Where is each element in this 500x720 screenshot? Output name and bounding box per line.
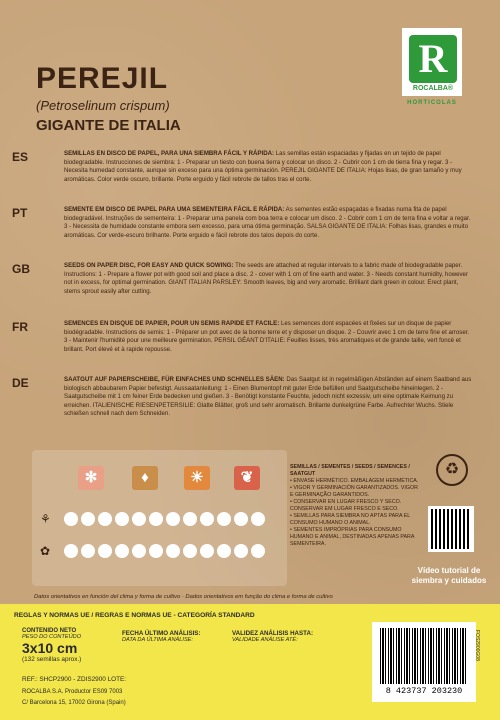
month-dot [183, 512, 197, 526]
month-dot [149, 544, 163, 558]
lang-block-de [12, 376, 474, 419]
seeds-info-line: • ENVASE HERMÉTICO. EMBALAGEM HERMÉTICA. [290, 478, 419, 484]
lang-heading: SEMILLAS EN DISCO DE PAPEL, PARA UNA SIEMBRA FÁCIL Y RÁPIDA: [64, 150, 275, 157]
variety-name: GIGANTE DE ITALIA [36, 117, 181, 134]
recycle-icon: ♻ [436, 454, 468, 486]
month-dot [251, 544, 265, 558]
qr-code[interactable] [428, 506, 474, 552]
address-line: C/ Barcelona 15, 17002 Girona (Spain) [22, 700, 126, 706]
month-dot [166, 544, 180, 558]
video-tutorial-label: Vídeo tutorial de siembra y cuidados [411, 566, 487, 585]
lang-block-pt [12, 206, 474, 240]
month-dot [132, 512, 146, 526]
seeds-info-line: • VIGOR Y GERMINACIÓN GARANTIZADOS. VIGOR E GERMINAÇÃO GARANTIDOS. [290, 485, 418, 498]
analysis-label-pt: DATA DA ÚLTIMA ANÁLISE: [122, 637, 193, 643]
month-dot [200, 544, 214, 558]
lang-code: PT [12, 206, 28, 220]
month-dot [98, 544, 112, 558]
lang-block-es [12, 150, 474, 184]
sowing-icon: ⚘ [40, 512, 51, 526]
seeds-info [290, 464, 420, 548]
side-code: FOS2900G08 [474, 630, 480, 661]
month-dot [234, 512, 248, 526]
lang-body: Das Saatgut ist in regelmäßigen Abständen auf einem Saatband aus biologisch abbaubarem Papier befestigt. Aussaatanleitung: 1 - Einen Blumentopf mit guter Erde befüllen und Saatgutscheibe hineinlegen. 2 - Saatgutscheibe mit 1 cm feiner Erde bedecken und gießen. 3 - Benötigt konstante Feuchte, jedoch nicht exzessiv, um eine optimale Keimung zu erreichen. ITALIENISCHE RIESENPETERSILIE: Glatte Blätter, groß und sehr aromatisch. Brillante dunkelgrüne Farbe. Aufrechter Wuchs. Stiele schießen schnell nach dem Schneiden. [64, 376, 472, 418]
validity-label: VALIDEZ ANÁLISIS HASTA: [232, 630, 314, 637]
lang-heading: SEMENTE EM DISCO DE PAPEL PARA UMA SEMENTEIRA FÁCIL E RÁPIDA: [64, 206, 285, 213]
month-dot [81, 512, 95, 526]
lang-heading: SAATGUT AUF PAPIERSCHEIBE, FÜR EINFACHES UND SCHNELLES SÄEN: [64, 376, 285, 383]
lang-body: The seeds are attached at regular intervals to a fabric made of biodegradable paper. Instructions: 1 - Prepare a flower pot with good soil and place a disc. 2 - cover with 1 cm of fine earth and water. 3 - Needs constant humidity, however not in excess, for optimal germination. GIANT ITALIAN PARSLEY: Smooth leaves, big and very aromatic. Brilliant dark green in colour. Erect plant, stems sprout easily after cutting. [64, 262, 468, 295]
latin-name: (Petroselinum crispum) [36, 98, 170, 113]
leaf-icon: ❦ [234, 466, 260, 490]
month-dot [251, 512, 265, 526]
barcode-number: 8 423737 203230 [385, 686, 463, 696]
drop-icon: ♦ [132, 466, 158, 490]
producer-line: ROCALBA S.A. Productor ES09 7003 [22, 689, 123, 695]
regulatory-header: REGLAS Y NORMAS UE / REGRAS E NORMAS UE - CATEGORÍA STANDARD [14, 612, 255, 619]
harvest-icon: ✿ [40, 544, 51, 558]
seeds-info-header: SEMILLAS / SEMENTES / SEEDS / SEMENCES / SAATGUT [290, 464, 410, 477]
brand-name: ROCALBA® [412, 85, 454, 92]
barcode [372, 622, 476, 702]
harvest-months-row [64, 542, 276, 560]
seeds-info-line: • CONSERVAR EN LUGAR FRESCO Y SECO. CONSERVAR EM LUGAR FRESCO E SECO. [290, 499, 402, 512]
seeds-info-line: • SEMENTES IMPRÓPRIAS PARA CONSUMO HUMANO E ANIMAL, DESTINADAS APENAS PARA SEMENTEIRA. [290, 527, 415, 547]
content-label: CONTENIDO NETO [22, 628, 77, 634]
content-block [22, 628, 81, 663]
month-dot [115, 512, 129, 526]
product-title: PEREJIL [36, 62, 169, 95]
sowing-months-row [64, 510, 276, 528]
validity-block [232, 630, 313, 643]
lang-heading: SEMENCES EN DISQUE DE PAPIER, POUR UN SEMIS RAPIDE ET FACILE: [64, 320, 280, 327]
lang-code: GB [12, 262, 30, 276]
month-dot [132, 544, 146, 558]
barcode-bars [380, 628, 468, 684]
logo-letter: R [409, 35, 457, 83]
month-dot [115, 544, 129, 558]
lang-block-gb [12, 262, 474, 296]
month-dot [64, 512, 78, 526]
lang-code: ES [12, 150, 29, 164]
footer-note: Datos orientativos en función del clima y forma de cultivo · Dados orientativos em função do clima e forma de cultivo [34, 594, 333, 600]
snowflake-icon: ✻ [78, 466, 104, 490]
content-value: 3x10 cm [22, 640, 78, 656]
analysis-label: FECHA ÚLTIMO ANÁLISIS: [122, 630, 201, 637]
validity-label-pt: VALIDADE ANÁLISE ATÉ: [232, 637, 298, 643]
lang-body: As sementes estão espaçadas e fixadas numa fita de papel biodegradável. Instruções de sementeira: 1 - Preparar uma panela com boa terra e colocar um disco. 2 - Cobrir com 1 cm de terra fina e voltar a regar. 3 - Necessita de humidade constante embora sem excesso, para uma ótima germinação. SALSA GIGANTE DE ITALIA: Folhas lisas, grandes e muito aromáticas. Cor verde-escuro brilhante. Porte erguido e fácil rebrote dos talos depois do corte. [64, 206, 471, 239]
month-dot [149, 512, 163, 526]
month-dot [81, 544, 95, 558]
lang-body: Las semillas están espaciadas y fijadas en un tejido de papel biodegradable. Instrucciones de siembra: 1 - Preparar un tiesto con buena tierra y colocar un disco. 2 - Cubrir con 1 cm de tierra fina y regar. 3 - Necesita humedad constante, aunque sin exceso para una óptima germinación. PEREJIL GIGANTE DE ITALIA: Hojas lisas, de gran tamaño y muy aromáticas. Color verde oscuro, brillante. Porte erguido y fácil rebrote de tallos tras el corte. [64, 150, 462, 183]
lang-code: FR [12, 320, 28, 334]
content-label-pt: PESO DO CONTEÚDO [22, 634, 82, 640]
month-dot [98, 512, 112, 526]
month-dot [217, 512, 231, 526]
lang-block-fr [12, 320, 474, 354]
brand-subtitle: HORTICOLAS [407, 100, 457, 106]
brand-logo [402, 28, 462, 96]
ref-line: REF.: SHCP2900 - ZDIS2900 LOTE: [22, 676, 127, 683]
sun-icon: ☀ [184, 466, 210, 490]
analysis-block [122, 630, 200, 643]
seeds-approx: (132 semillas aprox.) [22, 656, 82, 663]
month-dot [200, 512, 214, 526]
lang-body: Les semences dont espacées et fixées sur un disque de papier biodégradable. Instructions de semis: 1 - Préparer un pot avec de la bonne terre et y disposer un disque. 2 - Couvrir avec 1 cm de terre fine et arroser. 3 - Maintenir l'humidité pour une meilleure germination. PERSIL GÉANT D'ITALIE: Feuilles lisses, très aromatiques et de grande taille, vert foncé et brillant. Port élevé et à rapide repousse. [64, 320, 470, 353]
month-dot [64, 544, 78, 558]
month-dot [166, 512, 180, 526]
month-dot [234, 544, 248, 558]
month-dot [217, 544, 231, 558]
lang-code: DE [12, 376, 29, 390]
month-dot [183, 544, 197, 558]
lang-heading: SEEDS ON PAPER DISC, FOR EASY AND QUICK SOWING: [64, 262, 234, 269]
seeds-info-line: • SEMILLAS PARA SIEMBRA NO APTAS PARA EL CONSUMO HUMANO O ANIMAL. [290, 513, 410, 526]
